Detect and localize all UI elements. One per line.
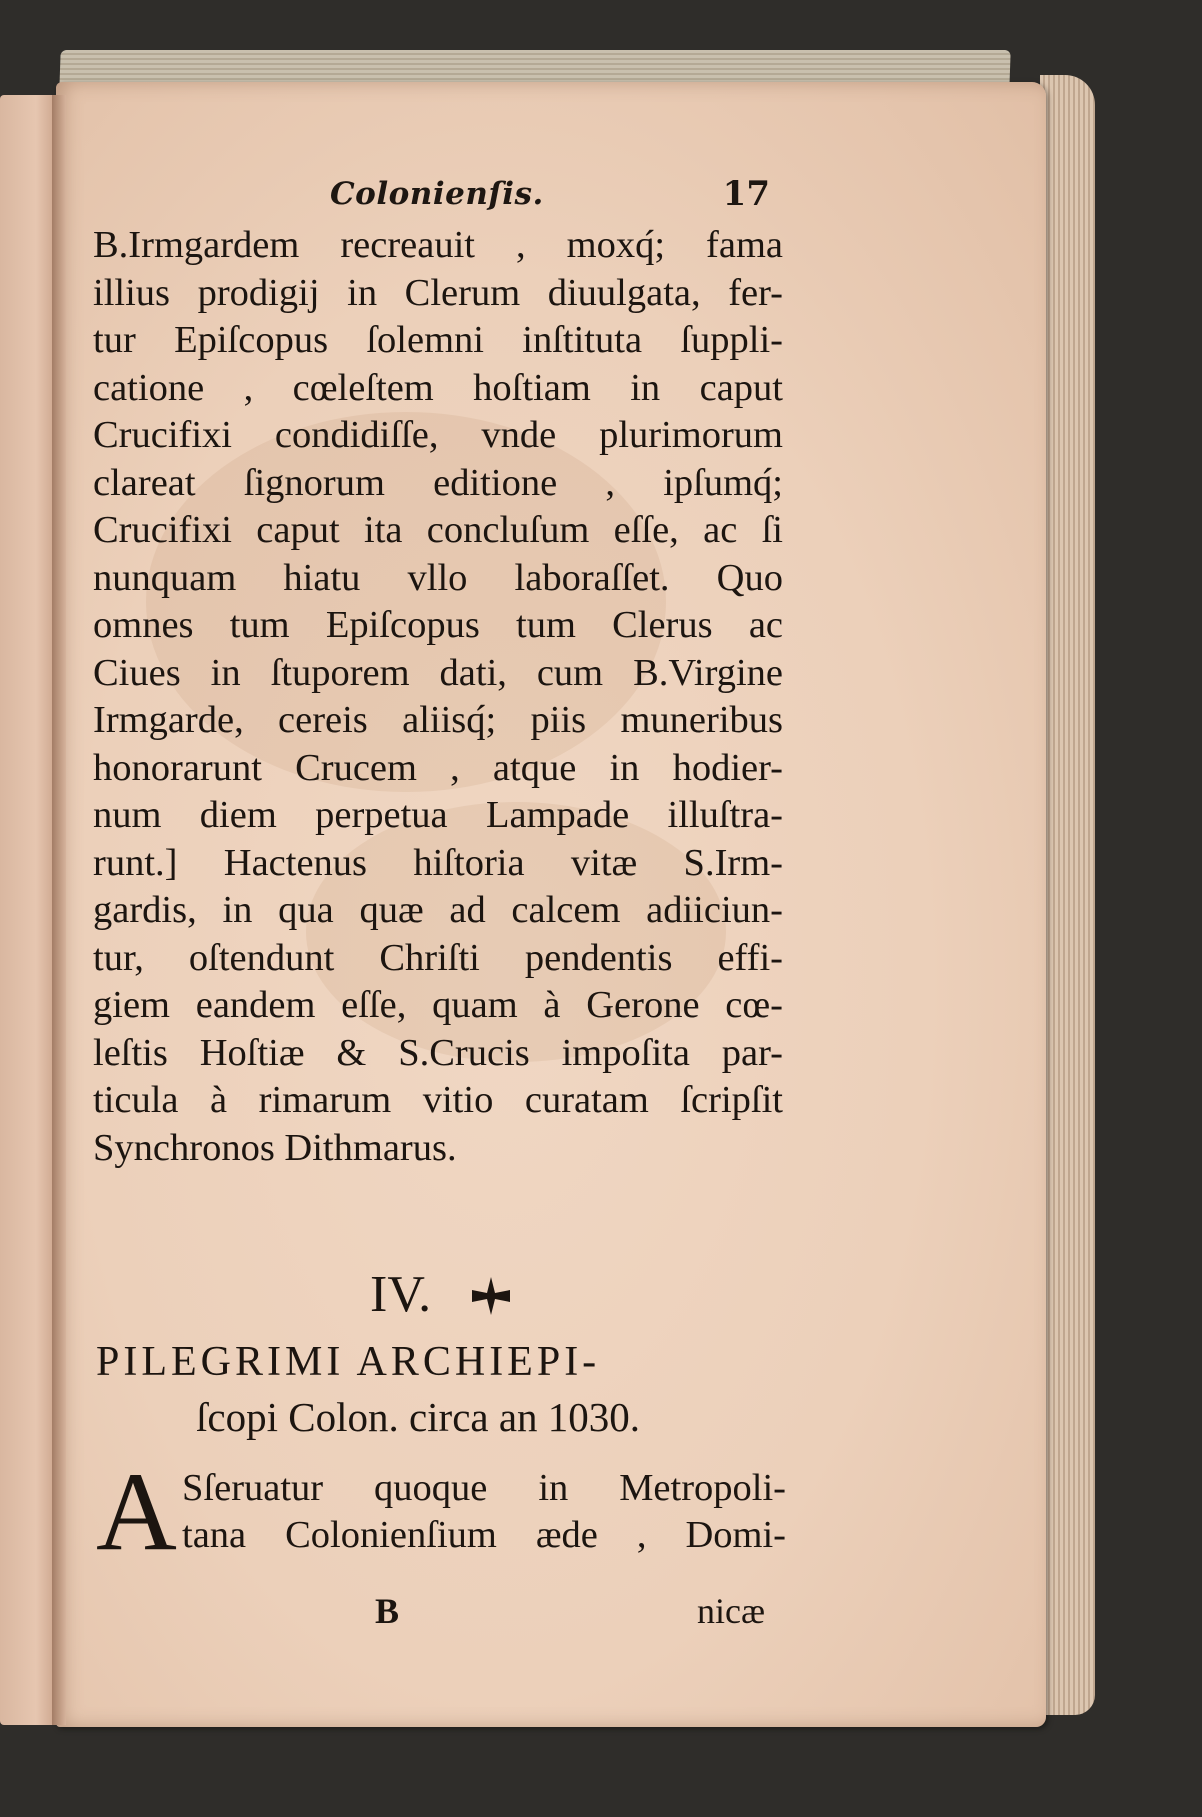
text-line: Irmgarde, cereis aliisq́; piis muneribus xyxy=(93,699,783,741)
running-title: Colonienſis. xyxy=(330,176,544,212)
gutter xyxy=(52,95,66,1725)
text-line: Crucifixi condidiſſe, vnde plurimorum xyxy=(93,414,783,456)
text-line: nunquam hiatu vllo laboraſſet. Quo xyxy=(93,556,783,599)
catchword: nicæ xyxy=(697,1591,765,1631)
signature-mark: B xyxy=(375,1591,400,1631)
heading-line: PILEGRIMI ARCHIEPI- xyxy=(96,1339,601,1385)
page-number: 17 xyxy=(722,174,770,214)
text-line: honorarunt Crucem , atque in hodier- xyxy=(93,746,783,789)
text-line: Sſeruatur quoque in Metropoli- xyxy=(182,1467,786,1509)
cross-pattee-icon xyxy=(468,1273,514,1319)
section-paragraph xyxy=(96,1450,786,1595)
text-line: tur, oſtendunt Chriſti pendentis effi- xyxy=(93,936,783,979)
text-line: Crucifixi caput ita concluſum eſſe, ac ſi xyxy=(93,509,783,551)
section-heading xyxy=(96,1335,786,1445)
text-line: clareat ſignorum editione , ipſumq́; xyxy=(93,461,783,504)
page-header xyxy=(330,176,770,226)
text-line: leſtis Hoſtiæ & S.Crucis impoſita par- xyxy=(93,1031,783,1074)
text-line: tana Colonienſium æde , Domi- xyxy=(182,1514,786,1556)
text-line: catione , cœleſtem hoſtiam in caput xyxy=(93,366,783,409)
page-edges-right xyxy=(1040,75,1095,1715)
text-line: gardis, in qua quæ ad calcem adiiciun- xyxy=(93,889,783,931)
text-line: Synchronos Dithmarus. xyxy=(93,1126,457,1169)
text-line: ticula à rimarum vitio curatam ſcripſit xyxy=(93,1079,783,1121)
text-line: giem eandem eſſe, quam à Gerone cœ- xyxy=(93,984,783,1026)
section-numeral: IV. xyxy=(370,1266,432,1323)
text-line: tur Epiſcopus ſolemni inſtituta ſuppli- xyxy=(93,319,783,361)
text-line: illius prodigij in Clerum diuulgata, fer- xyxy=(93,271,783,314)
page-footer xyxy=(375,1590,765,1630)
text-line: Ciues in ſtuporem dati, cum B.Virgine xyxy=(93,651,783,694)
section-number xyxy=(370,1265,550,1325)
text-line: B.Irmgardem recreauit , moxq́; fama xyxy=(93,224,783,266)
text-line: num diem perpetua Lampade illuſtra- xyxy=(93,794,783,836)
text-line: runt.] Hactenus hiſtoria vitæ S.Irm- xyxy=(93,841,783,884)
heading-line: ſcopi Colon. circa an 1030. xyxy=(196,1394,641,1440)
facing-page-edge xyxy=(0,95,60,1725)
text-line: omnes tum Epiſcopus tum Clerus ac xyxy=(93,604,783,646)
body-paragraph xyxy=(93,222,783,1172)
drop-cap: A xyxy=(96,1450,177,1574)
